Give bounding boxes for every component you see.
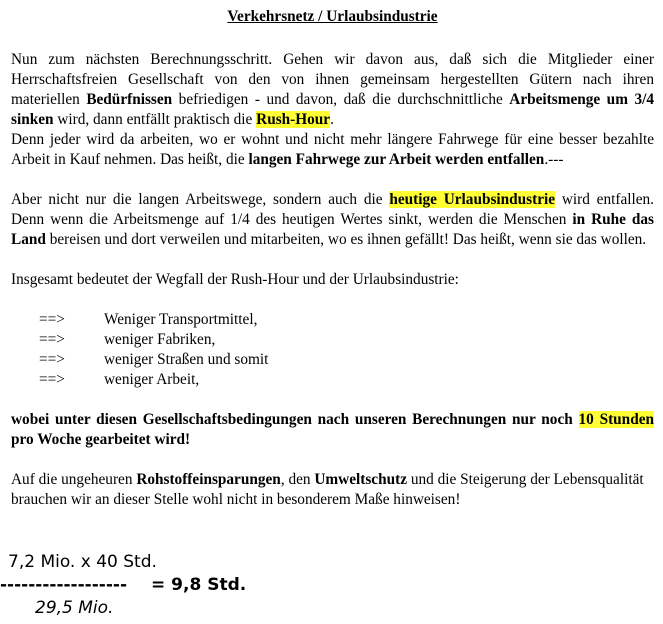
bold-text: wobei unter diesen Gesellschaftsbedingungen nach unseren Berechnungen nur noch	[11, 411, 579, 428]
arrow-marker: ==>	[39, 351, 65, 368]
text: befriedigen - und davon, daß die durchschnittliche	[172, 91, 510, 108]
paragraph-urlaubsindustrie	[11, 190, 654, 250]
bold-text: in Ruhe das Land	[11, 211, 654, 248]
text: und die Steigerung der Lebensqualität brauchen wir an dieser Stelle wohl nicht in besonderem Maße hinweisen!	[11, 471, 644, 508]
calculation-numerator: 7,2 Mio. x 40 Std.	[8, 552, 157, 572]
highlighted-text: 10 Stunden	[578, 411, 654, 428]
text: Nun zum nächsten Berechnungsschritt. Gehen wir davon aus, daß sich die Mitglieder einer Herrschaftsfreien Gesellschaft von den von ihnen gemeinsam hergestellten Gütern nach ihren materiellen	[11, 51, 654, 108]
arrow-marker: ==>	[39, 311, 65, 328]
paragraph-ten-hours	[11, 410, 654, 450]
calculation-denominator: 29,5 Mio.	[35, 598, 114, 618]
list-item-text: weniger Straßen und somit	[104, 351, 269, 368]
arrow-marker: ==>	[39, 331, 65, 348]
document-page	[11, 0, 654, 510]
document-title: Verkehrsnetz / Urlaubsindustrie	[227, 8, 438, 25]
list-item-text: weniger Arbeit,	[104, 371, 200, 388]
text: .	[330, 111, 334, 128]
list-item	[11, 370, 654, 390]
text: Aber nicht nur die langen Arbeitswege, sondern auch die	[11, 191, 390, 208]
list-item	[11, 330, 654, 350]
consequence-list	[11, 310, 654, 390]
bold-text: Umweltschutz	[314, 471, 407, 488]
list-item	[11, 310, 654, 330]
list-item-text: Weniger Transportmittel,	[104, 311, 258, 328]
list-item-text: weniger Fabriken,	[104, 331, 216, 348]
paragraph-rush-hour	[11, 50, 654, 170]
bold-text: langen Fahrwege zur Arbeit werden entfallen	[248, 151, 545, 168]
text: wird, dann entfällt praktisch die	[53, 111, 257, 128]
calculation-result: = 9,8 Std.	[151, 575, 247, 595]
text: wird entfallen. Denn wenn die Arbeitsmenge auf 1/4 des heutigen Wertes sinkt, werden die Menschen	[11, 191, 654, 228]
text: Denn jeder wird da arbeiten, wo er wohnt und nicht mehr längere Fahrwege für eine besser bezahlte Arbeit in Kauf nehmen. Das heißt, die	[11, 131, 654, 168]
text: , den	[280, 471, 315, 488]
paragraph-summary-intro: Insgesamt bedeutet der Wegfall der Rush-Hour und der Urlaubsindustrie:	[11, 271, 459, 288]
bold-text: pro Woche gearbeitet wird!	[11, 431, 191, 448]
arrow-marker: ==>	[39, 371, 65, 388]
bold-text: Rohstoffeinsparungen	[136, 471, 281, 488]
calculation-fraction-line	[0, 575, 246, 595]
bold-text: Bedürfnissen	[86, 91, 173, 108]
list-item	[11, 350, 654, 370]
text: .---	[544, 151, 564, 168]
highlighted-text: Rush-Hour	[256, 111, 331, 128]
bold-text: Arbeitsmenge um 3/4 sinken	[11, 91, 654, 128]
text: bereisen und dort verweilen und mitarbeiten, wo es ihnen gefällt! Das heißt, wenn sie das wollen.	[45, 231, 647, 248]
paragraph-resources	[11, 470, 654, 510]
text: Auf die ungeheuren	[11, 471, 137, 488]
highlighted-text: heutige Urlaubsindustrie	[389, 191, 556, 208]
fraction-dashes: ------------------	[0, 575, 128, 595]
